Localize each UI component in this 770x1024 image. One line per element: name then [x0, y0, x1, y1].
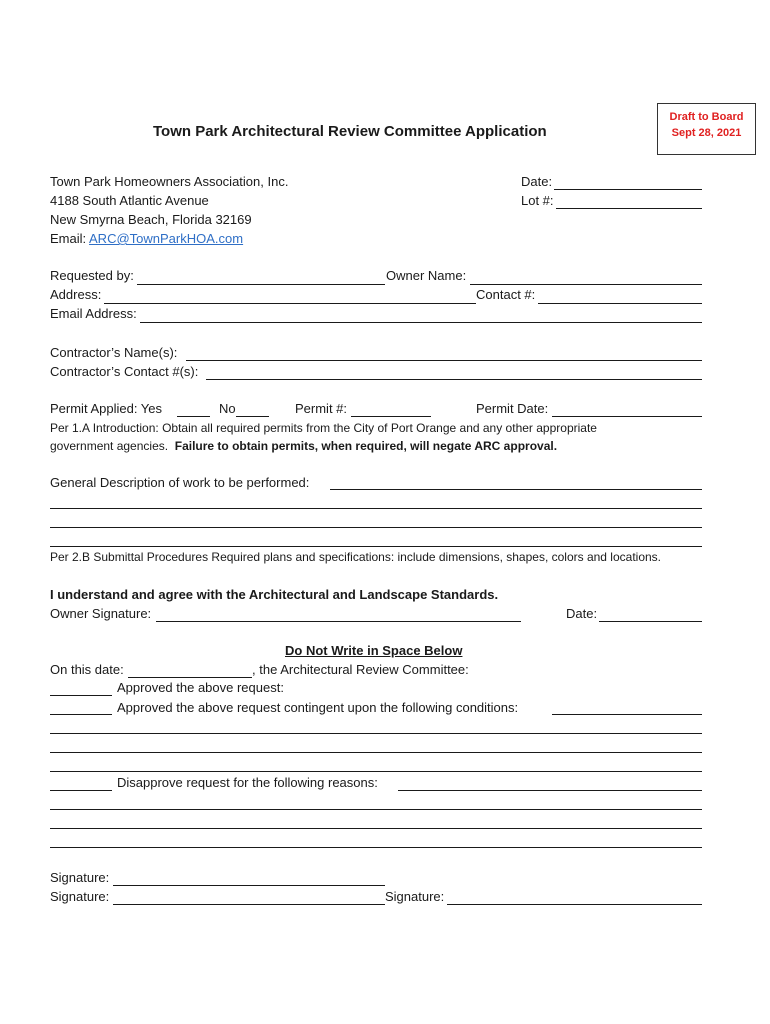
- lot-label: Lot #:: [521, 193, 554, 208]
- signature-2-field[interactable]: [113, 904, 385, 905]
- owner-name-field[interactable]: [470, 284, 702, 285]
- date-label: Date:: [521, 174, 553, 189]
- org-email-row: [50, 231, 243, 247]
- permit-intro-note: Per 1.A Introduction: Obtain all required permits from the City of Port Orange and any other appropriate: [50, 421, 597, 435]
- agreement-statement: I understand and agree with the Architectural and Landscape Standards.: [50, 587, 499, 602]
- owner-signature-field[interactable]: [156, 621, 521, 622]
- requested-by-field[interactable]: [137, 284, 385, 285]
- org-address1: 4188 South Atlantic Avenue: [50, 193, 209, 208]
- org-name: Town Park Homeowners Association, Inc.: [50, 174, 289, 189]
- submittal-note: Per 2.B Submittal Procedures Required plans and specifications: include dimensions, shapes, colors and locations.: [50, 550, 662, 564]
- agreement-date-label: Date:: [566, 606, 598, 621]
- reasons-line-3[interactable]: [50, 828, 702, 829]
- draft-badge: [657, 103, 756, 155]
- permit-applied-label: Permit Applied: Yes: [50, 401, 163, 416]
- permit-no-field[interactable]: [236, 416, 269, 417]
- email-address-field[interactable]: [140, 322, 702, 323]
- signature-1-label: Signature:: [50, 870, 110, 885]
- signature-1-field[interactable]: [113, 885, 385, 886]
- contractor-names-field[interactable]: [186, 360, 702, 361]
- permit-number-field[interactable]: [351, 416, 431, 417]
- address-label: Address:: [50, 287, 102, 302]
- permit-no-label: No: [219, 401, 236, 416]
- org-email-label: Email:: [50, 231, 90, 246]
- owner-name-label: Owner Name:: [386, 268, 467, 283]
- email-address-label: Email Address:: [50, 306, 137, 321]
- contact-field[interactable]: [538, 303, 702, 304]
- permit-yes-field[interactable]: [177, 416, 210, 417]
- general-description-line-3[interactable]: [50, 527, 702, 528]
- general-description-label: General Description of work to be performed:: [50, 475, 310, 490]
- committee-label: , the Architectural Review Committee:: [252, 662, 469, 677]
- form-title: Town Park Architectural Review Committee Application: [153, 123, 547, 140]
- draft-badge-line1: Draft to Board: [669, 111, 744, 123]
- permit-warning: Failure to obtain permits, when required, will negate ARC approval.: [174, 439, 558, 453]
- signature-2-label: Signature:: [50, 889, 110, 904]
- general-description-line-1[interactable]: [330, 489, 702, 490]
- reasons-line-4[interactable]: [50, 847, 702, 848]
- contractor-contact-field[interactable]: [206, 379, 702, 380]
- permit-warning-row: [50, 438, 557, 454]
- agreement-date-field[interactable]: [599, 621, 702, 622]
- address-field[interactable]: [104, 303, 476, 304]
- reasons-line-1[interactable]: [398, 790, 702, 791]
- general-description-line-2[interactable]: [50, 508, 702, 509]
- contractor-names-label: Contractor’s Name(s):: [50, 345, 178, 360]
- conditions-line-1[interactable]: [552, 714, 702, 715]
- permit-date-field[interactable]: [552, 416, 702, 417]
- conditions-line-3[interactable]: [50, 752, 702, 753]
- lot-field[interactable]: [556, 208, 702, 209]
- contact-label: Contact #:: [476, 287, 536, 302]
- signature-3-field[interactable]: [447, 904, 702, 905]
- approved-conditional-label: Approved the above request contingent upon the following conditions:: [117, 700, 519, 715]
- org-email-link[interactable]: ARC@TownParkHOA.com: [89, 231, 244, 246]
- org-address2: New Smyrna Beach, Florida 32169: [50, 212, 252, 227]
- general-description-line-4[interactable]: [50, 546, 702, 547]
- approved-conditional-check-field[interactable]: [50, 714, 112, 715]
- contractor-contact-label: Contractor’s Contact #(s):: [50, 364, 199, 379]
- date-field[interactable]: [554, 189, 702, 190]
- owner-signature-label: Owner Signature:: [50, 606, 152, 621]
- permit-date-label: Permit Date:: [476, 401, 549, 416]
- approved-label: Approved the above request:: [117, 680, 284, 695]
- draft-badge-line2: Sept 28, 2021: [671, 127, 742, 139]
- signature-3-label: Signature:: [385, 889, 445, 904]
- on-date-label: On this date:: [50, 662, 124, 677]
- reasons-line-2[interactable]: [50, 809, 702, 810]
- permit-intro-note-2: government agencies.: [50, 439, 169, 453]
- disapprove-label: Disapprove request for the following reasons:: [117, 775, 378, 790]
- on-date-field[interactable]: [128, 677, 252, 678]
- conditions-line-2[interactable]: [50, 733, 702, 734]
- disapprove-check-field[interactable]: [50, 790, 112, 791]
- conditions-line-4[interactable]: [50, 771, 702, 772]
- approved-check-field[interactable]: [50, 695, 112, 696]
- office-use-header: Do Not Write in Space Below: [285, 643, 463, 658]
- permit-number-label: Permit #:: [295, 401, 348, 416]
- requested-by-label: Requested by:: [50, 268, 134, 283]
